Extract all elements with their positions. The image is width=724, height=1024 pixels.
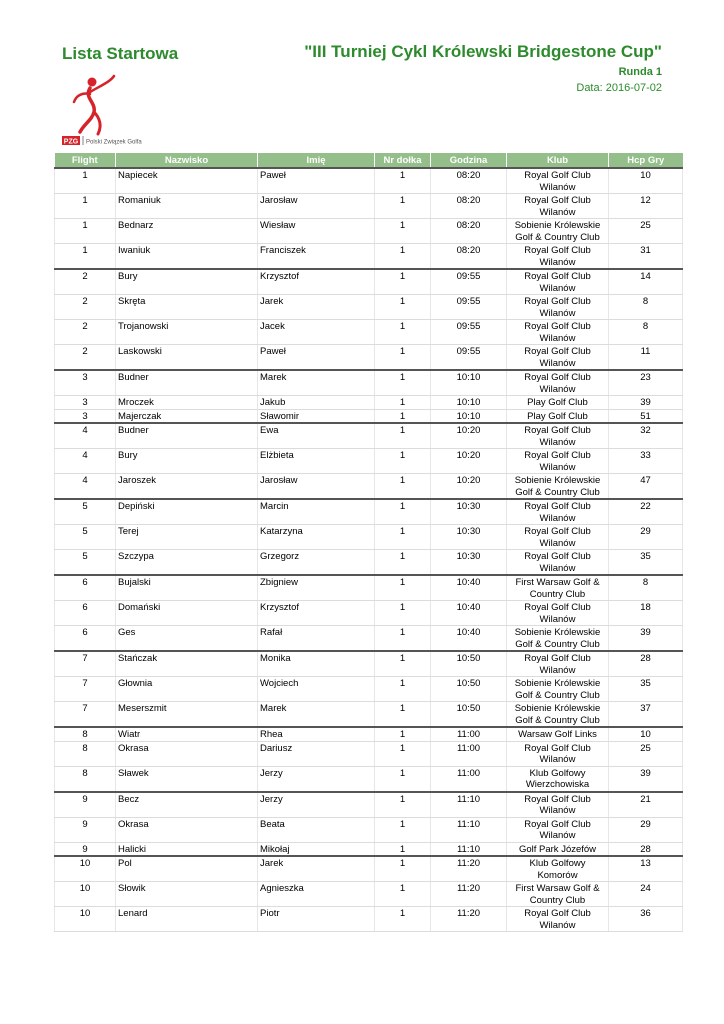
cell-flight: 7	[55, 677, 116, 702]
cell-flight: 8	[55, 741, 116, 766]
cell-flight: 8	[55, 766, 116, 792]
cell-time: 10:20	[431, 423, 507, 449]
cell-time: 09:55	[431, 295, 507, 320]
table-row	[55, 320, 683, 345]
cell-surname: Szczypa	[116, 550, 258, 576]
cell-time: 10:50	[431, 677, 507, 702]
cell-hole: 1	[375, 601, 431, 626]
cell-time: 08:20	[431, 168, 507, 194]
cell-name: Beata	[258, 817, 375, 842]
cell-club: Royal Golf Club Wilanów	[507, 295, 609, 320]
cell-surname: Napiecek	[116, 168, 258, 194]
golfer-figure-icon	[74, 76, 114, 134]
cell-surname: Domański	[116, 601, 258, 626]
cell-time: 10:10	[431, 370, 507, 396]
cell-hcp: 10	[609, 727, 683, 741]
table-row	[55, 219, 683, 244]
cell-hole: 1	[375, 474, 431, 500]
cell-surname: Głownia	[116, 677, 258, 702]
cell-club: Sobienie Królewskie Golf & Country Club	[507, 474, 609, 500]
table-row	[55, 766, 683, 792]
cell-hole: 1	[375, 396, 431, 410]
cell-flight: 1	[55, 194, 116, 219]
cell-name: Piotr	[258, 907, 375, 932]
table-row	[55, 882, 683, 907]
cell-surname: Sławek	[116, 766, 258, 792]
cell-name: Franciszek	[258, 244, 375, 270]
table-row	[55, 842, 683, 856]
column-header-flight: Flight	[55, 153, 116, 168]
cell-flight: 6	[55, 626, 116, 652]
cell-time: 10:20	[431, 449, 507, 474]
cell-hcp: 8	[609, 575, 683, 601]
cell-flight: 3	[55, 370, 116, 396]
cell-time: 10:40	[431, 601, 507, 626]
cell-name: Jerzy	[258, 792, 375, 818]
cell-club: Royal Golf Club Wilanów	[507, 370, 609, 396]
cell-time: 10:40	[431, 575, 507, 601]
cell-surname: Bednarz	[116, 219, 258, 244]
cell-hole: 1	[375, 766, 431, 792]
cell-hcp: 28	[609, 842, 683, 856]
column-header-surname: Nazwisko	[116, 153, 258, 168]
cell-surname: Terej	[116, 525, 258, 550]
table-row	[55, 741, 683, 766]
cell-time: 11:20	[431, 882, 507, 907]
cell-surname: Becz	[116, 792, 258, 818]
cell-time: 08:20	[431, 194, 507, 219]
cell-hole: 1	[375, 651, 431, 677]
cell-hcp: 29	[609, 817, 683, 842]
cell-club: Royal Golf Club Wilanów	[507, 651, 609, 677]
cell-flight: 5	[55, 525, 116, 550]
cell-name: Elżbieta	[258, 449, 375, 474]
cell-hcp: 51	[609, 409, 683, 423]
cell-time: 10:30	[431, 525, 507, 550]
cell-club: Klub Golfowy Wierzchowiska	[507, 766, 609, 792]
cell-club: Klub Golfowy Komorów	[507, 856, 609, 882]
table-row	[55, 345, 683, 371]
cell-hole: 1	[375, 345, 431, 371]
table-row	[55, 792, 683, 818]
cell-surname: Okrasa	[116, 817, 258, 842]
cell-hole: 1	[375, 626, 431, 652]
cell-flight: 2	[55, 320, 116, 345]
cell-name: Marek	[258, 702, 375, 728]
table-row	[55, 651, 683, 677]
cell-surname: Meserszmit	[116, 702, 258, 728]
table-row	[55, 409, 683, 423]
cell-time: 10:50	[431, 702, 507, 728]
cell-time: 10:20	[431, 474, 507, 500]
cell-time: 08:20	[431, 219, 507, 244]
cell-hcp: 18	[609, 601, 683, 626]
cell-surname: Laskowski	[116, 345, 258, 371]
start-list-table	[54, 153, 683, 932]
cell-hcp: 33	[609, 449, 683, 474]
cell-club: Sobienie Królewskie Golf & Country Club	[507, 677, 609, 702]
cell-club: Play Golf Club	[507, 409, 609, 423]
cell-hole: 1	[375, 499, 431, 525]
cell-name: Mikołaj	[258, 842, 375, 856]
cell-hole: 1	[375, 295, 431, 320]
column-header-hole: Nr dołka	[375, 153, 431, 168]
cell-surname: Mroczek	[116, 396, 258, 410]
cell-hcp: 10	[609, 168, 683, 194]
cell-hole: 1	[375, 741, 431, 766]
cell-name: Katarzyna	[258, 525, 375, 550]
cell-hcp: 37	[609, 702, 683, 728]
cell-surname: Budner	[116, 423, 258, 449]
table-row	[55, 244, 683, 270]
pzg-logo	[60, 74, 160, 150]
cell-hole: 1	[375, 168, 431, 194]
table-row	[55, 601, 683, 626]
cell-hcp: 12	[609, 194, 683, 219]
table-row	[55, 295, 683, 320]
cell-surname: Budner	[116, 370, 258, 396]
cell-time: 11:10	[431, 842, 507, 856]
cell-surname: Wiatr	[116, 727, 258, 741]
cell-time: 10:10	[431, 409, 507, 423]
round-label: Runda 1	[618, 66, 662, 78]
cell-time: 11:00	[431, 727, 507, 741]
table-row	[55, 702, 683, 728]
table-row	[55, 168, 683, 194]
cell-hcp: 23	[609, 370, 683, 396]
cell-club: Royal Golf Club Wilanów	[507, 345, 609, 371]
cell-hole: 1	[375, 882, 431, 907]
cell-hcp: 31	[609, 244, 683, 270]
cell-hole: 1	[375, 677, 431, 702]
table-row	[55, 269, 683, 295]
cell-flight: 6	[55, 601, 116, 626]
cell-hole: 1	[375, 194, 431, 219]
column-header-time: Godzina	[431, 153, 507, 168]
cell-hcp: 8	[609, 295, 683, 320]
cell-hole: 1	[375, 409, 431, 423]
cell-club: Royal Golf Club Wilanów	[507, 269, 609, 295]
cell-flight: 1	[55, 168, 116, 194]
cell-time: 11:00	[431, 766, 507, 792]
cell-name: Ewa	[258, 423, 375, 449]
cell-hcp: 28	[609, 651, 683, 677]
logo-abbr: PZG	[63, 138, 79, 146]
cell-time: 09:55	[431, 320, 507, 345]
cell-flight: 10	[55, 856, 116, 882]
cell-hcp: 8	[609, 320, 683, 345]
cell-time: 10:30	[431, 499, 507, 525]
cell-hcp: 36	[609, 907, 683, 932]
table-row	[55, 474, 683, 500]
table-row	[55, 817, 683, 842]
cell-name: Wojciech	[258, 677, 375, 702]
cell-name: Monika	[258, 651, 375, 677]
cell-hole: 1	[375, 702, 431, 728]
cell-flight: 5	[55, 499, 116, 525]
cell-club: Royal Golf Club Wilanów	[507, 601, 609, 626]
cell-hcp: 35	[609, 677, 683, 702]
cell-club: First Warsaw Golf & Country Club	[507, 882, 609, 907]
table-row	[55, 194, 683, 219]
cell-surname: Romaniuk	[116, 194, 258, 219]
cell-hcp: 39	[609, 396, 683, 410]
cell-club: Royal Golf Club Wilanów	[507, 244, 609, 270]
cell-surname: Trojanowski	[116, 320, 258, 345]
cell-name: Sławomir	[258, 409, 375, 423]
cell-club: Royal Golf Club Wilanów	[507, 499, 609, 525]
cell-surname: Słowik	[116, 882, 258, 907]
cell-hcp: 11	[609, 345, 683, 371]
cell-club: Royal Golf Club Wilanów	[507, 449, 609, 474]
table-row	[55, 499, 683, 525]
cell-flight: 6	[55, 575, 116, 601]
cell-name: Jarek	[258, 295, 375, 320]
cell-name: Rhea	[258, 727, 375, 741]
cell-club: Royal Golf Club Wilanów	[507, 525, 609, 550]
table-row	[55, 727, 683, 741]
cell-surname: Lenard	[116, 907, 258, 932]
cell-surname: Bujalski	[116, 575, 258, 601]
cell-name: Rafał	[258, 626, 375, 652]
cell-hcp: 35	[609, 550, 683, 576]
cell-hcp: 21	[609, 792, 683, 818]
cell-name: Dariusz	[258, 741, 375, 766]
tournament-title: "III Turniej Cykl Królewski Bridgestone Cup"	[304, 42, 662, 61]
cell-hcp: 24	[609, 882, 683, 907]
cell-flight: 1	[55, 219, 116, 244]
cell-hole: 1	[375, 727, 431, 741]
cell-name: Zbigniew	[258, 575, 375, 601]
cell-club: Golf Park Józefów	[507, 842, 609, 856]
cell-name: Marcin	[258, 499, 375, 525]
cell-flight: 10	[55, 907, 116, 932]
cell-club: Royal Golf Club Wilanów	[507, 741, 609, 766]
cell-flight: 9	[55, 842, 116, 856]
logo-full-name: Polski Związek Golfa	[86, 139, 142, 146]
cell-time: 11:20	[431, 907, 507, 932]
cell-name: Grzegorz	[258, 550, 375, 576]
table-row	[55, 626, 683, 652]
cell-surname: Ges	[116, 626, 258, 652]
cell-hole: 1	[375, 842, 431, 856]
cell-hole: 1	[375, 370, 431, 396]
cell-time: 09:55	[431, 345, 507, 371]
cell-hole: 1	[375, 320, 431, 345]
cell-hcp: 39	[609, 766, 683, 792]
cell-hole: 1	[375, 219, 431, 244]
cell-name: Krzysztof	[258, 601, 375, 626]
table-row	[55, 856, 683, 882]
cell-time: 10:10	[431, 396, 507, 410]
cell-flight: 2	[55, 345, 116, 371]
cell-surname: Jaroszek	[116, 474, 258, 500]
cell-hole: 1	[375, 244, 431, 270]
table-row	[55, 677, 683, 702]
cell-flight: 5	[55, 550, 116, 576]
cell-club: Sobienie Królewskie Golf & Country Club	[507, 626, 609, 652]
cell-club: Sobienie Królewskie Golf & Country Club	[507, 702, 609, 728]
column-header-name: Imię	[258, 153, 375, 168]
table-row	[55, 449, 683, 474]
cell-hole: 1	[375, 449, 431, 474]
table-header-row	[55, 153, 683, 168]
cell-hcp: 32	[609, 423, 683, 449]
cell-name: Paweł	[258, 168, 375, 194]
cell-club: Royal Golf Club Wilanów	[507, 423, 609, 449]
cell-surname: Bury	[116, 449, 258, 474]
cell-name: Jerzy	[258, 766, 375, 792]
cell-flight: 9	[55, 792, 116, 818]
cell-name: Jarek	[258, 856, 375, 882]
cell-club: Royal Golf Club Wilanów	[507, 817, 609, 842]
table-row	[55, 423, 683, 449]
date-label: Data: 2016-07-02	[576, 82, 662, 94]
page-title: Lista Startowa	[62, 44, 179, 63]
cell-flight: 8	[55, 727, 116, 741]
cell-time: 11:10	[431, 817, 507, 842]
table-row	[55, 907, 683, 932]
cell-surname: Bury	[116, 269, 258, 295]
table-row	[55, 550, 683, 576]
cell-surname: Depiński	[116, 499, 258, 525]
cell-club: First Warsaw Golf & Country Club	[507, 575, 609, 601]
cell-flight: 2	[55, 295, 116, 320]
cell-hole: 1	[375, 856, 431, 882]
cell-flight: 10	[55, 882, 116, 907]
cell-surname: Skręta	[116, 295, 258, 320]
cell-club: Royal Golf Club Wilanów	[507, 792, 609, 818]
cell-name: Jarosław	[258, 474, 375, 500]
cell-club: Sobienie Królewskie Golf & Country Club	[507, 219, 609, 244]
cell-hole: 1	[375, 550, 431, 576]
cell-time: 11:00	[431, 741, 507, 766]
cell-club: Royal Golf Club Wilanów	[507, 550, 609, 576]
cell-name: Jacek	[258, 320, 375, 345]
cell-hole: 1	[375, 792, 431, 818]
cell-hole: 1	[375, 269, 431, 295]
cell-club: Warsaw Golf Links	[507, 727, 609, 741]
cell-flight: 2	[55, 269, 116, 295]
cell-name: Jarosław	[258, 194, 375, 219]
cell-club: Royal Golf Club Wilanów	[507, 320, 609, 345]
cell-flight: 4	[55, 423, 116, 449]
cell-flight: 1	[55, 244, 116, 270]
cell-club: Play Golf Club	[507, 396, 609, 410]
cell-time: 09:55	[431, 269, 507, 295]
cell-name: Wiesław	[258, 219, 375, 244]
cell-name: Jakub	[258, 396, 375, 410]
table-row	[55, 525, 683, 550]
cell-hole: 1	[375, 525, 431, 550]
column-header-club: Klub	[507, 153, 609, 168]
cell-hcp: 22	[609, 499, 683, 525]
cell-surname: Okrasa	[116, 741, 258, 766]
cell-hcp: 25	[609, 219, 683, 244]
cell-time: 10:50	[431, 651, 507, 677]
cell-hcp: 47	[609, 474, 683, 500]
cell-name: Agnieszka	[258, 882, 375, 907]
cell-name: Paweł	[258, 345, 375, 371]
cell-flight: 9	[55, 817, 116, 842]
cell-surname: Iwaniuk	[116, 244, 258, 270]
cell-hcp: 25	[609, 741, 683, 766]
cell-hole: 1	[375, 423, 431, 449]
cell-time: 11:20	[431, 856, 507, 882]
table-row	[55, 575, 683, 601]
cell-hcp: 29	[609, 525, 683, 550]
cell-name: Krzysztof	[258, 269, 375, 295]
cell-surname: Majerczak	[116, 409, 258, 423]
cell-flight: 7	[55, 651, 116, 677]
cell-time: 10:40	[431, 626, 507, 652]
cell-flight: 3	[55, 409, 116, 423]
cell-surname: Stańczak	[116, 651, 258, 677]
table-row	[55, 396, 683, 410]
cell-club: Royal Golf Club Wilanów	[507, 194, 609, 219]
cell-time: 08:20	[431, 244, 507, 270]
cell-surname: Halicki	[116, 842, 258, 856]
cell-flight: 4	[55, 449, 116, 474]
cell-hole: 1	[375, 907, 431, 932]
table-row	[55, 370, 683, 396]
cell-hole: 1	[375, 817, 431, 842]
cell-flight: 7	[55, 702, 116, 728]
cell-hcp: 14	[609, 269, 683, 295]
column-header-hcp: Hcp Gry	[609, 153, 683, 168]
cell-name: Marek	[258, 370, 375, 396]
cell-hcp: 13	[609, 856, 683, 882]
cell-hcp: 39	[609, 626, 683, 652]
cell-flight: 3	[55, 396, 116, 410]
cell-club: Royal Golf Club Wilanów	[507, 907, 609, 932]
cell-flight: 4	[55, 474, 116, 500]
cell-time: 10:30	[431, 550, 507, 576]
cell-time: 11:10	[431, 792, 507, 818]
cell-surname: Pol	[116, 856, 258, 882]
cell-hole: 1	[375, 575, 431, 601]
cell-club: Royal Golf Club Wilanów	[507, 168, 609, 194]
